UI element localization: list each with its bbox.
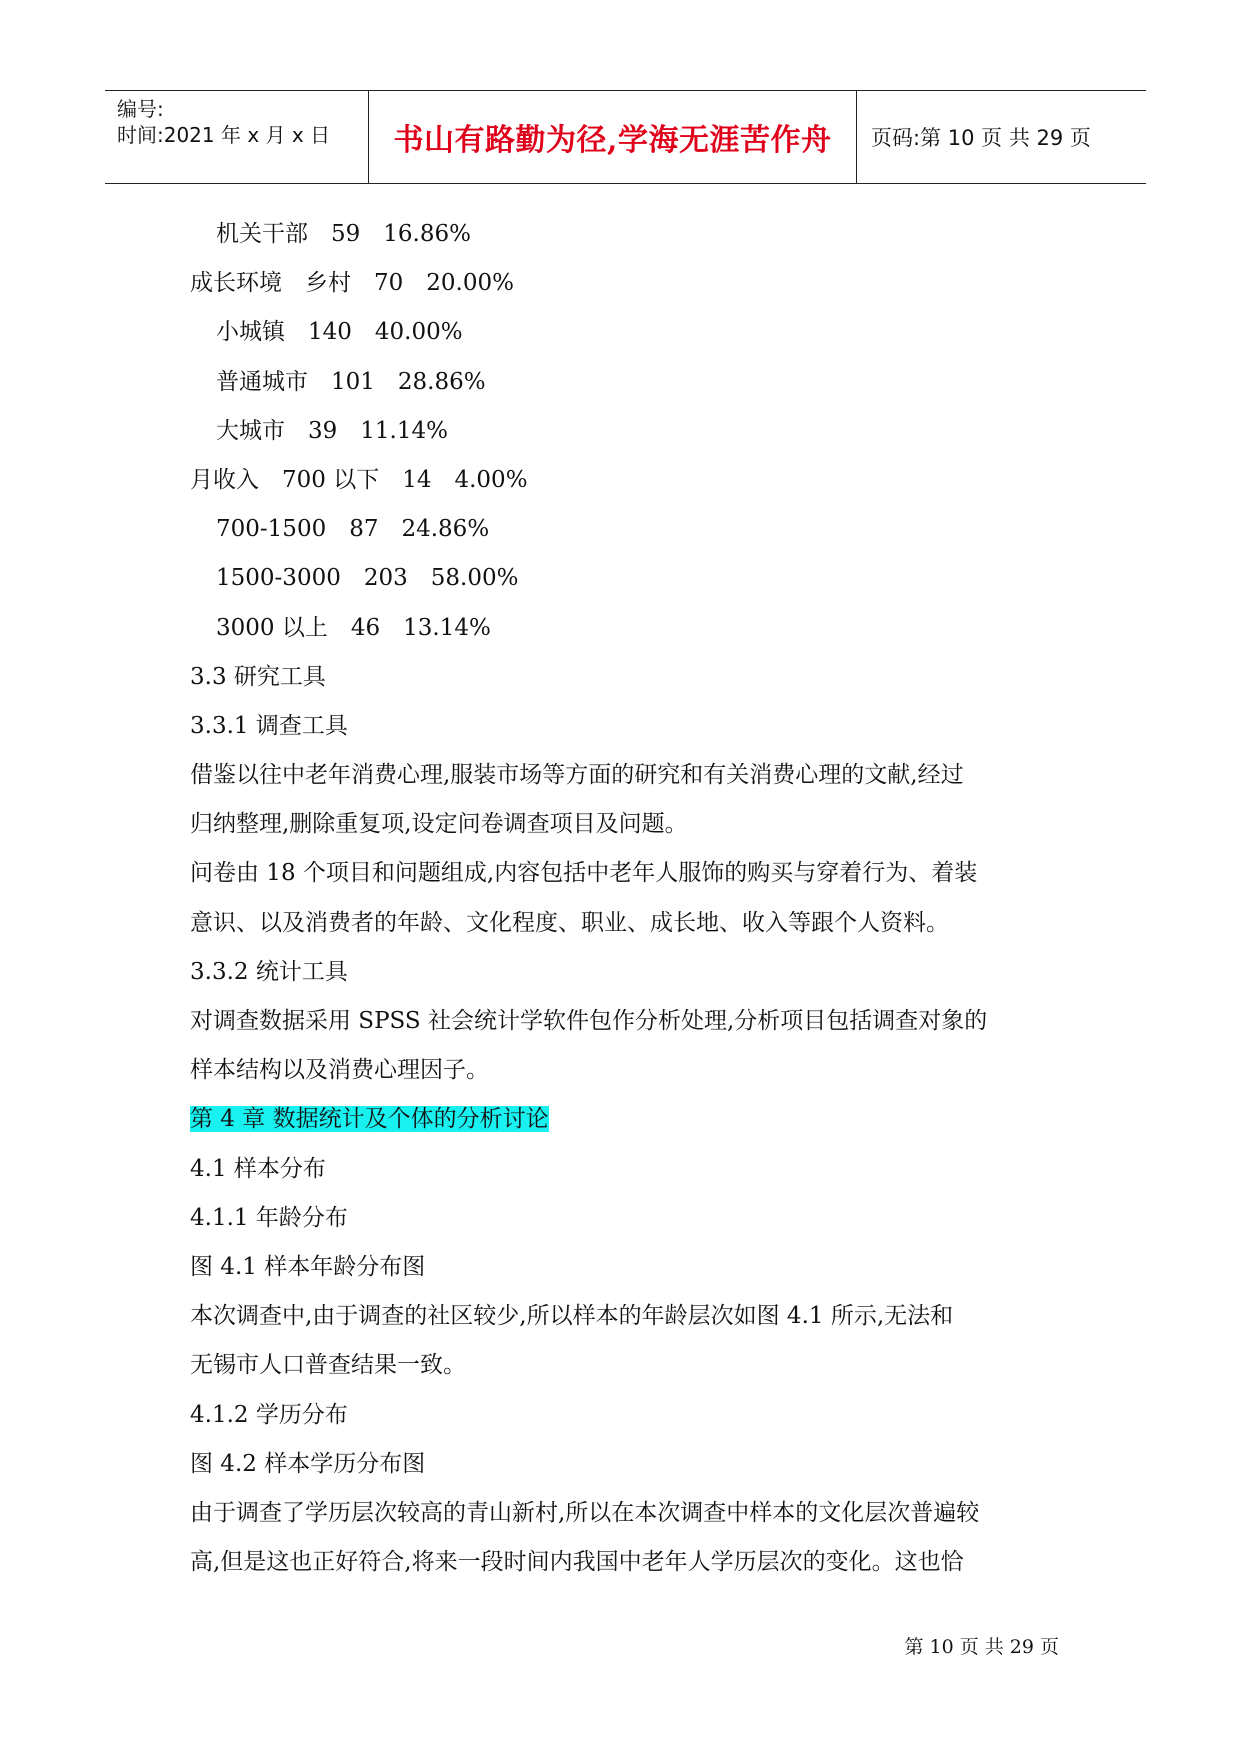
line-text: 样本结构以及消费心理因子。 (190, 1057, 489, 1084)
page-footer: 第 10 页 共 29 页 (904, 1636, 1059, 1658)
line-text: 问卷由 18 个项目和问题组成,内容包括中老年人服饰的购买与穿着行为、着装 (190, 860, 978, 887)
line-text: 3.3.1 调查工具 (190, 712, 348, 739)
header-page-info: 页码:第 10 页 共 29 页 (871, 126, 1091, 150)
body-line (190, 407, 1060, 456)
document-body (190, 210, 1060, 1587)
body-line (190, 210, 1060, 259)
body-line (190, 1440, 1060, 1489)
line-text: 归纳整理,删除重复项,设定问卷调查项目及问题。 (190, 811, 688, 838)
body-line (190, 1489, 1060, 1538)
body-line (190, 653, 1060, 702)
line-text: 由于调查了学历层次较高的青山新村,所以在本次调查中样本的文化层次普遍较 (190, 1499, 980, 1526)
body-line (190, 456, 1060, 505)
body-line (190, 1292, 1060, 1341)
body-line (190, 899, 1060, 948)
header-motto: 书山有路勤为径,学海无涯苦作舟 (393, 123, 832, 158)
line-text: 1500-3000 203 58.00% (216, 565, 519, 592)
line-text: 大城市 39 11.14% (216, 417, 448, 444)
line-text: 普通城市 101 28.86% (216, 368, 486, 395)
line-text: 图 4.2 样本学历分布图 (190, 1450, 426, 1477)
line-text: 3.3.2 统计工具 (190, 958, 348, 985)
body-line (190, 1341, 1060, 1390)
body-line (190, 554, 1060, 603)
body-line (190, 1391, 1060, 1440)
body-line (190, 1145, 1060, 1194)
line-text: 成长环境 乡村 70 20.00% (190, 270, 514, 297)
line-text: 本次调查中,由于调查的社区较少,所以样本的年龄层次如图 4.1 所示,无法和 (190, 1303, 954, 1330)
line-text: 第 4 章 数据统计及个体的分析讨论 (190, 1106, 549, 1133)
line-text: 机关干部 59 16.86% (216, 221, 471, 247)
line-text: 4.1 样本分布 (190, 1155, 326, 1182)
body-line (190, 358, 1060, 407)
header-meta-cell (105, 91, 369, 183)
line-text: 700-1500 87 24.86% (216, 516, 490, 543)
line-text: 3.3 研究工具 (190, 663, 326, 690)
line-text: 3000 以上 46 13.14% (216, 614, 491, 641)
body-line (190, 1046, 1060, 1095)
doc-time-label: 时间:2021 年 x 月 x 日 (117, 123, 331, 147)
body-line (190, 505, 1060, 554)
line-text: 月收入 700 以下 14 4.00% (190, 466, 528, 493)
page-header (105, 90, 1146, 184)
line-text: 对调查数据采用 SPSS 社会统计学软件包作分析处理,分析项目包括调查对象的 (190, 1008, 988, 1034)
line-text: 图 4.1 样本年龄分布图 (190, 1253, 426, 1280)
line-text: 4.1.2 学历分布 (190, 1401, 348, 1428)
body-line (190, 948, 1060, 997)
line-text: 意识、以及消费者的年龄、文化程度、职业、成长地、收入等跟个人资料。 (190, 909, 949, 936)
body-line (190, 800, 1060, 849)
doc-number-label: 编号: (117, 97, 164, 121)
line-text: 4.1.1 年龄分布 (190, 1204, 348, 1231)
body-line (190, 604, 1060, 653)
line-text: 无锡市人口普查结果一致。 (190, 1352, 466, 1379)
body-line (190, 1538, 1060, 1587)
line-text: 借鉴以往中老年消费心理,服装市场等方面的研究和有关消费心理的文献,经过 (190, 762, 964, 789)
body-line (190, 702, 1060, 751)
header-motto-cell (369, 91, 857, 183)
body-line (190, 751, 1060, 800)
body-line (190, 1243, 1060, 1292)
line-text: 高,但是这也正好符合,将来一段时间内我国中老年人学历层次的变化。这也恰 (190, 1549, 964, 1576)
body-line (190, 997, 1060, 1046)
body-line (190, 1194, 1060, 1243)
body-line (190, 259, 1060, 308)
body-line (190, 849, 1060, 898)
chapter-heading (190, 1095, 1060, 1144)
line-text: 小城镇 140 40.00% (216, 319, 463, 346)
body-line (190, 308, 1060, 357)
